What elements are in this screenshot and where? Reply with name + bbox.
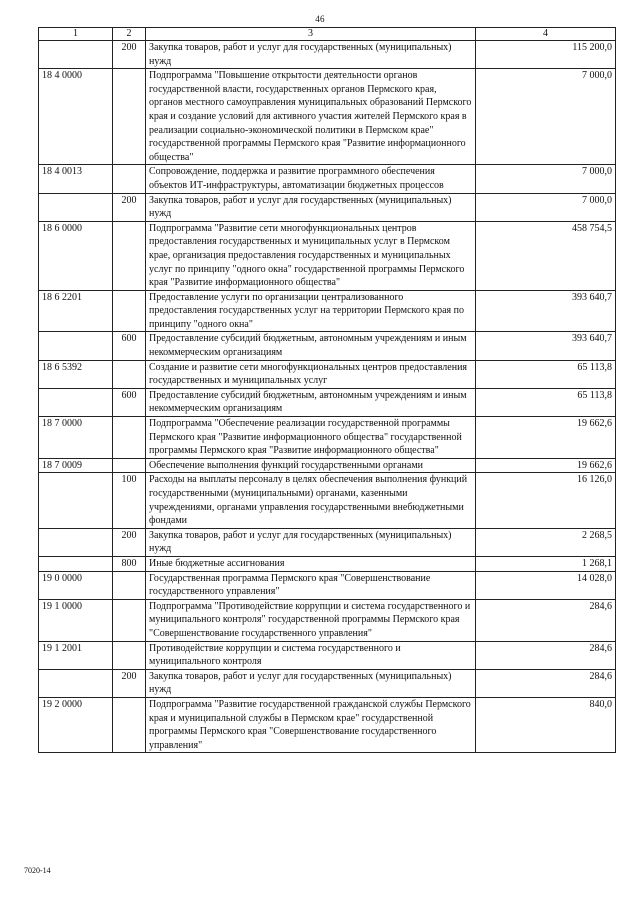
table-row [39, 528, 616, 556]
row-expense-type [113, 69, 146, 165]
table-row [39, 221, 616, 290]
row-code: 18 4 0013 [39, 165, 113, 193]
row-name: Обеспечение выполнения функций государственными органами [146, 458, 476, 473]
row-amount: 19 662,6 [476, 458, 616, 473]
row-name: Подпрограмма "Обеспечение реализации государственной программы Пермского края "Развитие информационного общества" государственной программы Пермского края "Развитие информационного общества" [146, 417, 476, 459]
row-expense-type [113, 458, 146, 473]
row-name: Закупка товаров, работ и услуг для государственных (муниципальных) нужд [146, 669, 476, 697]
row-expense-type [113, 165, 146, 193]
table-row [39, 332, 616, 360]
column-header: 1 [39, 28, 113, 41]
row-expense-type [113, 290, 146, 332]
row-expense-type: 800 [113, 556, 146, 571]
footer-code: 7020-14 [24, 866, 51, 875]
row-expense-type: 600 [113, 388, 146, 416]
row-amount: 65 113,8 [476, 388, 616, 416]
row-amount: 115 200,0 [476, 41, 616, 69]
row-amount: 7 000,0 [476, 69, 616, 165]
table-row [39, 290, 616, 332]
row-code [39, 193, 113, 221]
table-header-row [39, 28, 616, 41]
row-name: Предоставление субсидий бюджетным, автономным учреждениям и иным некоммерческим организациям [146, 332, 476, 360]
row-expense-type [113, 221, 146, 290]
row-code [39, 41, 113, 69]
row-code [39, 669, 113, 697]
row-amount: 840,0 [476, 697, 616, 752]
table-row [39, 41, 616, 69]
row-name: Подпрограмма "Противодействие коррупции и система государственного и муниципального контроля" государственной программы Пермского края "Совершенствование государственного управления" [146, 599, 476, 641]
row-name: Закупка товаров, работ и услуг для государственных (муниципальных) нужд [146, 528, 476, 556]
table-row [39, 599, 616, 641]
row-name: Противодействие коррупции и система государственного и муниципального контроля [146, 641, 476, 669]
table-row [39, 69, 616, 165]
row-expense-type [113, 599, 146, 641]
row-code [39, 388, 113, 416]
row-expense-type: 200 [113, 41, 146, 69]
table-row [39, 473, 616, 528]
table-row [39, 556, 616, 571]
row-amount: 2 268,5 [476, 528, 616, 556]
page-number: 46 [315, 14, 325, 24]
row-amount: 458 754,5 [476, 221, 616, 290]
table-body [39, 41, 616, 753]
column-header: 2 [113, 28, 146, 41]
row-code: 19 0 0000 [39, 571, 113, 599]
row-code: 18 6 5392 [39, 360, 113, 388]
table-row [39, 165, 616, 193]
row-amount: 7 000,0 [476, 165, 616, 193]
table-row [39, 458, 616, 473]
row-name: Создание и развитие сети многофункциональных центров предоставления государственных и муниципальных услуг [146, 360, 476, 388]
row-amount: 1 268,1 [476, 556, 616, 571]
row-amount: 393 640,7 [476, 332, 616, 360]
row-expense-type: 200 [113, 669, 146, 697]
row-amount: 16 126,0 [476, 473, 616, 528]
table-row [39, 360, 616, 388]
row-name: Подпрограмма "Повышение открытости деятельности органов государственной власти, государственных органов Пермского края, органов местного самоуправления муниципальных образований Пермского края и создание условий для активного участия жителей Пермского края в реализации социально-экономической политики в Пермском крае" государственной программы Пермского края "Развитие информационного общества" [146, 69, 476, 165]
table-row [39, 571, 616, 599]
table-row [39, 697, 616, 752]
table-row [39, 417, 616, 459]
row-code [39, 473, 113, 528]
row-amount: 284,6 [476, 641, 616, 669]
row-amount: 65 113,8 [476, 360, 616, 388]
table-row [39, 669, 616, 697]
row-code: 18 6 2201 [39, 290, 113, 332]
row-name: Предоставление услуги по организации централизованного предоставления государственных услуг на территории Пермского края по принципу "одного окна" [146, 290, 476, 332]
row-name: Закупка товаров, работ и услуг для государственных (муниципальных) нужд [146, 41, 476, 69]
table-row [39, 193, 616, 221]
row-expense-type: 100 [113, 473, 146, 528]
row-expense-type [113, 417, 146, 459]
row-code: 19 1 0000 [39, 599, 113, 641]
column-header: 4 [476, 28, 616, 41]
row-code: 19 1 2001 [39, 641, 113, 669]
row-code: 18 6 0000 [39, 221, 113, 290]
row-amount: 393 640,7 [476, 290, 616, 332]
row-code: 19 2 0000 [39, 697, 113, 752]
row-name: Предоставление субсидий бюджетным, автономным учреждениям и иным некоммерческим организациям [146, 388, 476, 416]
row-name: Государственная программа Пермского края "Совершенствование государственного управления" [146, 571, 476, 599]
row-name: Подпрограмма "Развитие государственной гражданской службы Пермского края и муниципальной службы в Пермском крае" государственной программы Пермского края "Совершенствование государственного управления" [146, 697, 476, 752]
row-name: Подпрограмма "Развитие сети многофункциональных центров предоставления государственных и муниципальных услуг в Пермском крае, организация предоставления государственных и муниципальных услуг по принципу "одного окна" государственной программы Пермского края "Развитие информационного общества" [146, 221, 476, 290]
row-amount: 19 662,6 [476, 417, 616, 459]
row-code: 18 7 0009 [39, 458, 113, 473]
row-code: 18 7 0000 [39, 417, 113, 459]
table-row [39, 641, 616, 669]
row-code [39, 528, 113, 556]
row-expense-type [113, 697, 146, 752]
row-amount: 284,6 [476, 599, 616, 641]
row-expense-type: 600 [113, 332, 146, 360]
row-amount: 14 028,0 [476, 571, 616, 599]
row-expense-type [113, 641, 146, 669]
row-expense-type: 200 [113, 193, 146, 221]
row-expense-type [113, 571, 146, 599]
row-name: Расходы на выплаты персоналу в целях обеспечения выполнения функций государственными (муниципальными) органами, казенными учреждениями, органами управления государственными внебюджетными фондами [146, 473, 476, 528]
column-header: 3 [146, 28, 476, 41]
row-name: Сопровождение, поддержка и развитие программного обеспечения объектов ИТ-инфраструктуры, автоматизации бюджетных процессов [146, 165, 476, 193]
row-expense-type [113, 360, 146, 388]
row-name: Закупка товаров, работ и услуг для государственных (муниципальных) нужд [146, 193, 476, 221]
row-code [39, 332, 113, 360]
row-code: 18 4 0000 [39, 69, 113, 165]
table-row [39, 388, 616, 416]
row-expense-type: 200 [113, 528, 146, 556]
row-amount: 284,6 [476, 669, 616, 697]
row-code [39, 556, 113, 571]
budget-table [38, 27, 616, 753]
row-amount: 7 000,0 [476, 193, 616, 221]
row-name: Иные бюджетные ассигнования [146, 556, 476, 571]
